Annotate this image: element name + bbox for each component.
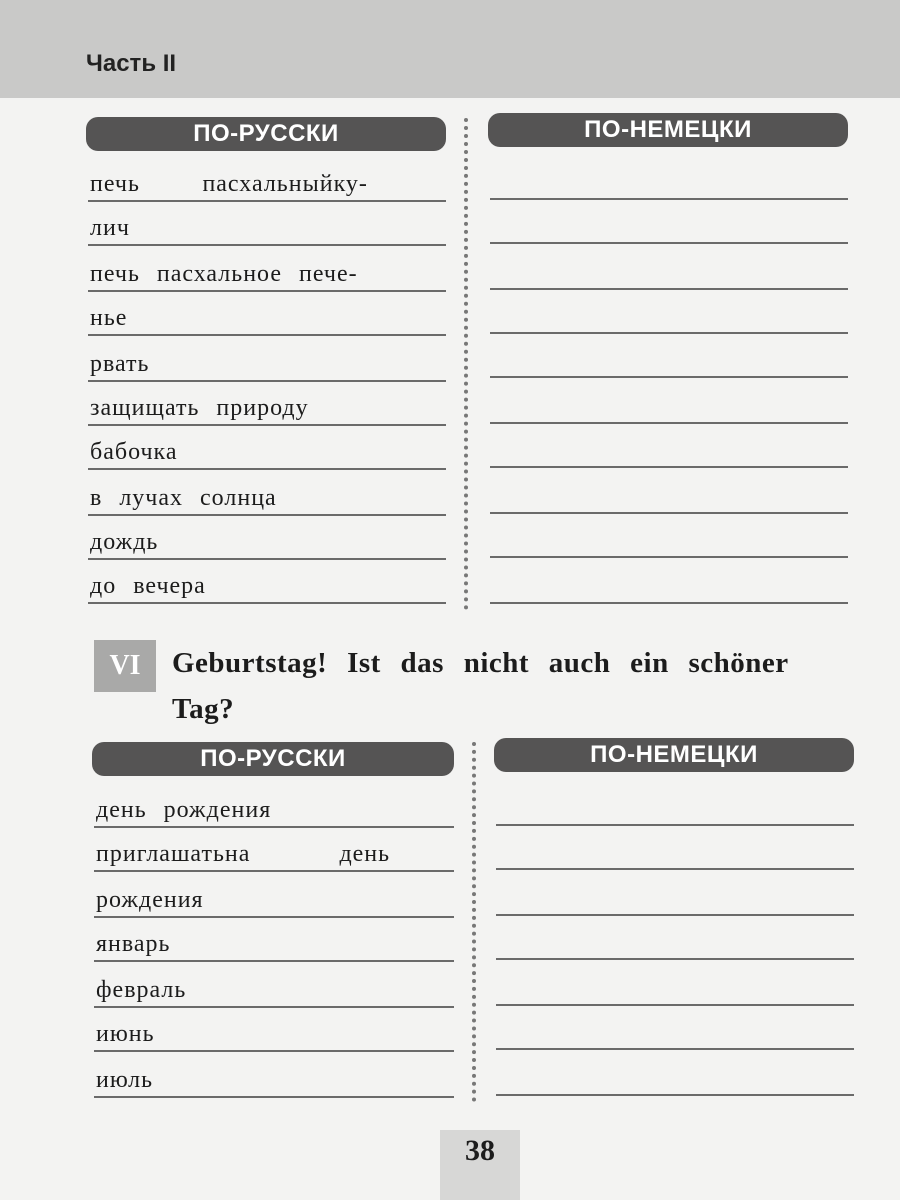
table-row: [88, 158, 446, 202]
answer-line[interactable]: [490, 422, 848, 424]
part-title: Часть II: [86, 50, 177, 77]
word-token: ку-: [333, 171, 368, 197]
exercise-title: Geburtstag! Ist das nicht auch ein schöner Tag?: [172, 647, 789, 725]
answer-line[interactable]: [496, 958, 854, 960]
table-row: [94, 874, 454, 918]
page-number: 38: [465, 1134, 495, 1167]
answer-line[interactable]: [496, 868, 854, 870]
word-ru: июль: [96, 1067, 154, 1093]
word-ru: дождь: [90, 529, 159, 555]
word-token: приглашать: [96, 841, 225, 867]
word-token: на: [224, 841, 251, 867]
word-ru: бабочка: [90, 439, 178, 465]
table-row: [88, 382, 446, 426]
word-ru: в лучах солнца: [90, 485, 277, 511]
answer-line[interactable]: [490, 466, 848, 468]
column-divider: [472, 742, 476, 1102]
word-ru: рождения: [96, 887, 204, 913]
table-row: [94, 828, 454, 872]
answer-line[interactable]: [496, 1004, 854, 1006]
word-ru: июнь: [96, 1021, 155, 1047]
table-row: [88, 472, 446, 516]
word-token: день: [339, 841, 391, 867]
column-header-german: ПО-НЕМЕЦКИ: [494, 738, 854, 772]
table-row: [94, 964, 454, 1008]
answer-line[interactable]: [496, 914, 854, 916]
table-row: [88, 516, 446, 560]
table-row: [94, 784, 454, 828]
word-ru: нье: [90, 305, 128, 331]
answer-line[interactable]: [496, 1048, 854, 1050]
column-header-russian: ПО-РУССКИ: [86, 117, 446, 151]
word-ru: [96, 841, 454, 868]
answer-line[interactable]: [490, 332, 848, 334]
word-token: пасхальный: [202, 171, 334, 197]
answer-line[interactable]: [490, 512, 848, 514]
answer-line[interactable]: [490, 376, 848, 378]
column-header-russian: ПО-РУССКИ: [92, 742, 454, 776]
column-divider: [464, 118, 468, 610]
word-ru: январь: [96, 931, 171, 957]
word-ru: рвать: [90, 351, 150, 377]
answer-line[interactable]: [490, 198, 848, 200]
answer-line[interactable]: [490, 556, 848, 558]
answer-line[interactable]: [496, 824, 854, 826]
answer-line[interactable]: [490, 242, 848, 244]
table-row: [94, 1008, 454, 1052]
word-ru: день рождения: [96, 797, 272, 823]
word-ru: февраль: [96, 977, 187, 1003]
word-ru: до вечера: [90, 573, 206, 599]
table-row: [88, 338, 446, 382]
top-header-band: [0, 0, 900, 98]
word-ru: [90, 171, 446, 198]
table-row: [94, 918, 454, 962]
word-token: печь: [90, 171, 140, 197]
word-ru: защищать природу: [90, 395, 309, 421]
table-row: [88, 202, 446, 246]
word-ru: печь пасхальное пече-: [90, 261, 358, 287]
answer-line[interactable]: [496, 1094, 854, 1096]
answer-line[interactable]: [490, 602, 848, 604]
table-row: [94, 1054, 454, 1098]
answer-line[interactable]: [490, 288, 848, 290]
table-row: [88, 560, 446, 604]
table-row: [88, 292, 446, 336]
word-ru: лич: [90, 215, 130, 241]
column-header-german: ПО-НЕМЕЦКИ: [488, 113, 848, 147]
table-row: [88, 248, 446, 292]
table-row: [88, 426, 446, 470]
exercise-number-badge: VI: [94, 640, 156, 692]
